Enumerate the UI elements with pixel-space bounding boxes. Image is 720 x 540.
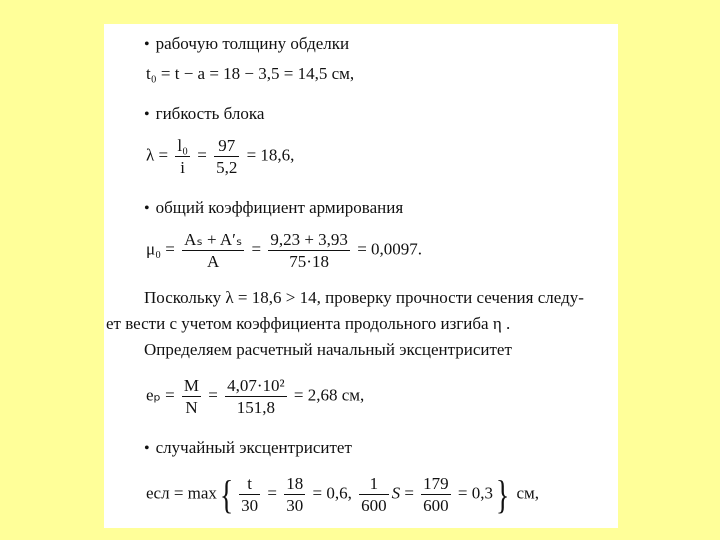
bullet-random-eccentricity: • случайный эксцентриситет [144, 438, 352, 459]
formula-flexibility: λ = $\frac{\text{l₀}}{i}$ = $\frac{97}{5,2}$ = 18,6, [146, 136, 295, 177]
fraction: $\frac{\text{4,07·10²}}{151,8}$ [227, 376, 285, 417]
fraction: $\frac{179}{600}$ [423, 474, 449, 515]
formula-random-eccentricity: eсл = max{ $\frac{t}{30}$ = $\frac{18}{30}$ = 0,6, $\frac{1}{600}$ S = $\frac{179}{600}$ = 0,3} см, [146, 471, 540, 517]
paragraph-line-1: Поскольку λ = 18,6 > 14, проверку прочности сечения следу- [144, 288, 584, 307]
fraction: $\frac{M}{N}$ [183, 376, 200, 417]
fraction: $\frac{18}{30}$ [286, 474, 304, 515]
formula-eccentricity: eₚ = $\frac{M}{N}$ = $\frac{\text{4,07·10²}}{151,8}$ = 2,68 см, [146, 376, 365, 417]
bullet-block-flexibility: • гибкость блока [144, 104, 264, 125]
fraction: $\frac{\text{Aₛ + A′ₛ}}{A}$ [184, 230, 243, 271]
bullet-reinforcement: • общий коэффициент армирования [144, 198, 403, 219]
fraction: $\frac{t}{30}$ [241, 474, 259, 515]
fraction: $\frac{97}{5,2}$ [216, 136, 238, 177]
paragraph-line-2: ет вести с учетом коэффициента продольного изгиба η . [106, 314, 511, 333]
formula-reinforcement: μ₀ = $\frac{\text{Aₛ + A′ₛ}}{A}$ = $\frac{9,23 + 3,93}{75\cdot 18}$ = 0,0097. [146, 230, 423, 271]
fraction: $\frac{\text{l₀}}{i}$ [177, 136, 188, 177]
left-brace: { [219, 471, 234, 517]
paragraph-eccentricity: Определяем расчетный начальный эксцентриситет [144, 340, 512, 359]
right-brace: } [495, 471, 510, 517]
fraction: $\frac{9,23 + 3,93}{75\cdot 18}$ [270, 230, 348, 271]
bullet-working-thickness: • рабочую толщину обделки [144, 34, 349, 55]
fraction: $\frac{1}{600}$ [361, 474, 387, 515]
formula-working-thickness: t₀ = t − a = 18 − 3,5 = 14,5 см, [146, 64, 355, 83]
document-page [104, 24, 618, 528]
